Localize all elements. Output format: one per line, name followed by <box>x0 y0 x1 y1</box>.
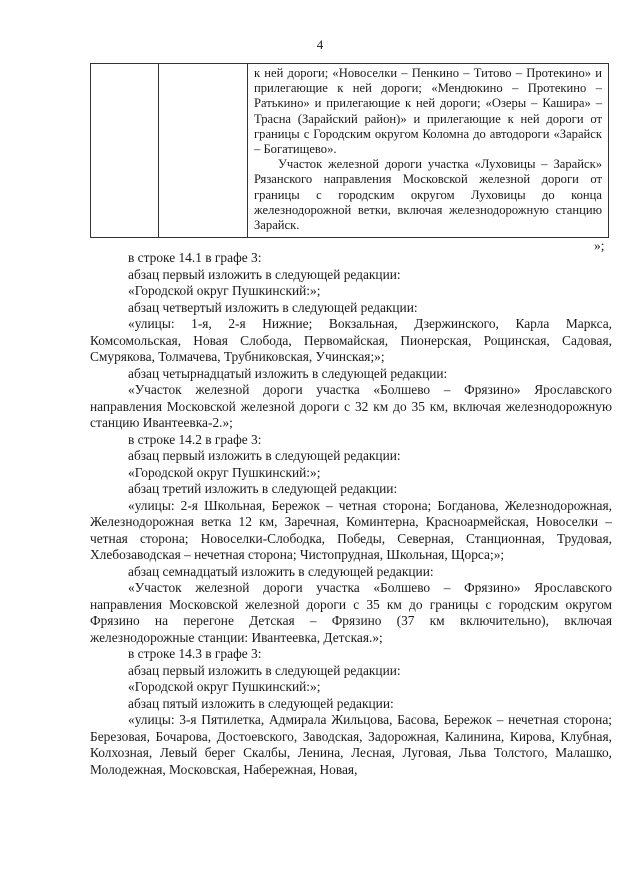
paragraph: абзац первый изложить в следующей редакции: <box>128 448 401 463</box>
paragraph: в строке 14.1 в графе 3: <box>128 250 262 265</box>
table-row <box>91 64 609 238</box>
table-cell-name <box>159 64 248 238</box>
paragraph: «улицы: 2-я Школьная, Бережок – четная сторона; Богданова, Железнодорожная, Железнодорожная ветка 12 км, Заречная, Коминтерна, Красноармейская, Новоселки – четная сторона; Новоселки-Слободка, Победы, Северная, Станционная, Трудовая, Хлебозаводская – нечетная сторона; Чистопрудная, Школьная, Щорса;»; <box>90 497 612 562</box>
paragraph: «Городской округ Пушкинский:»; <box>128 464 321 480</box>
paragraph: абзац третий изложить в следующей редакции: <box>128 481 398 496</box>
table-cell-description <box>248 64 609 238</box>
table-cell-paragraph: к ней дороги; «Новоселки – Пенкино – Титово – Протекино» и прилегающие к ней дороги; «Мендюкино – Протекино – Ратькино» и прилегающие к ней дороги; «Озеры – Кашира» – Трасна (Зарайский район)» и прилегающие к ней дороги от границы с Городским округом Коломна до автодороги «Зарайск – Богатищево». <box>254 66 602 157</box>
paragraph: абзац четвертый изложить в следующей редакции: <box>128 299 418 315</box>
paragraph: «Участок железной дороги участка «Болшево – Фрязино» Ярославского направления Московской железной дороги с 35 км до границы с городским округом Фрязино на перегоне Детская – Фрязино (37 км включительно), включая железнодорожные станции: Ивантеевка, Детская.»; <box>90 580 612 645</box>
table-cell-paragraph: Участок железной дороги участка «Луховицы – Зарайск» Рязанского направления Московской железной дороги от границы с городским округом Луховицы до конца железнодорожной ветки, включая железнодорожную станцию Зарайск. <box>254 157 602 233</box>
paragraph: «улицы: 1-я, 2-я Нижние; Вокзальная, Дзержинского, Карла Маркса, Комсомольская, Новая Слобода, Первомайская, Пионерская, Рощинская, Садовая, Смурякова, Толмачева, Трубниковская, Учинская;»; <box>90 316 612 364</box>
paragraph: «Городской округ Пушкинский:»; <box>128 283 321 298</box>
paragraph: в строке 14.3 в графе 3: <box>128 646 262 661</box>
paragraph: в строке 14.2 в графе 3: <box>128 431 262 447</box>
paragraph: абзац четырнадцатый изложить в следующей редакции: <box>128 365 448 381</box>
paragraph: «улицы: 3-я Пятилетка, Адмирала Жильцова, Басова, Бережок – нечетная сторона; Березовая, Бочарова, Достоевского, Заводская, Задорожная, Калинина, Кирова, Клубная, Колхозная, Левый берег Скалбы, Ленина, Лесная, Луговая, Льва Толстого, Малашко, Молодежная, Московская, Набережная, Новая, <box>90 712 612 777</box>
paragraph: абзац первый изложить в следующей редакции: <box>128 662 401 678</box>
paragraph: абзац семнадцатый изложить в следующей редакции: <box>128 563 434 579</box>
quote-end-mark: »; <box>594 238 605 253</box>
paragraph: «Участок железной дороги участка «Болшево – Фрязино» Ярославского направления Московской железной дороги с 32 км до 35 км, включая железнодорожную станцию Ивантеевка-2.»; <box>90 382 612 430</box>
table-cell-number <box>91 64 159 238</box>
paragraph: абзац пятый изложить в следующей редакции: <box>128 695 394 711</box>
paragraph: абзац первый изложить в следующей редакции: <box>128 266 401 282</box>
page-number: 4 <box>316 37 324 52</box>
document-table <box>90 63 609 238</box>
document-body <box>90 250 612 778</box>
paragraph: «Городской округ Пушкинский:»; <box>128 679 321 694</box>
